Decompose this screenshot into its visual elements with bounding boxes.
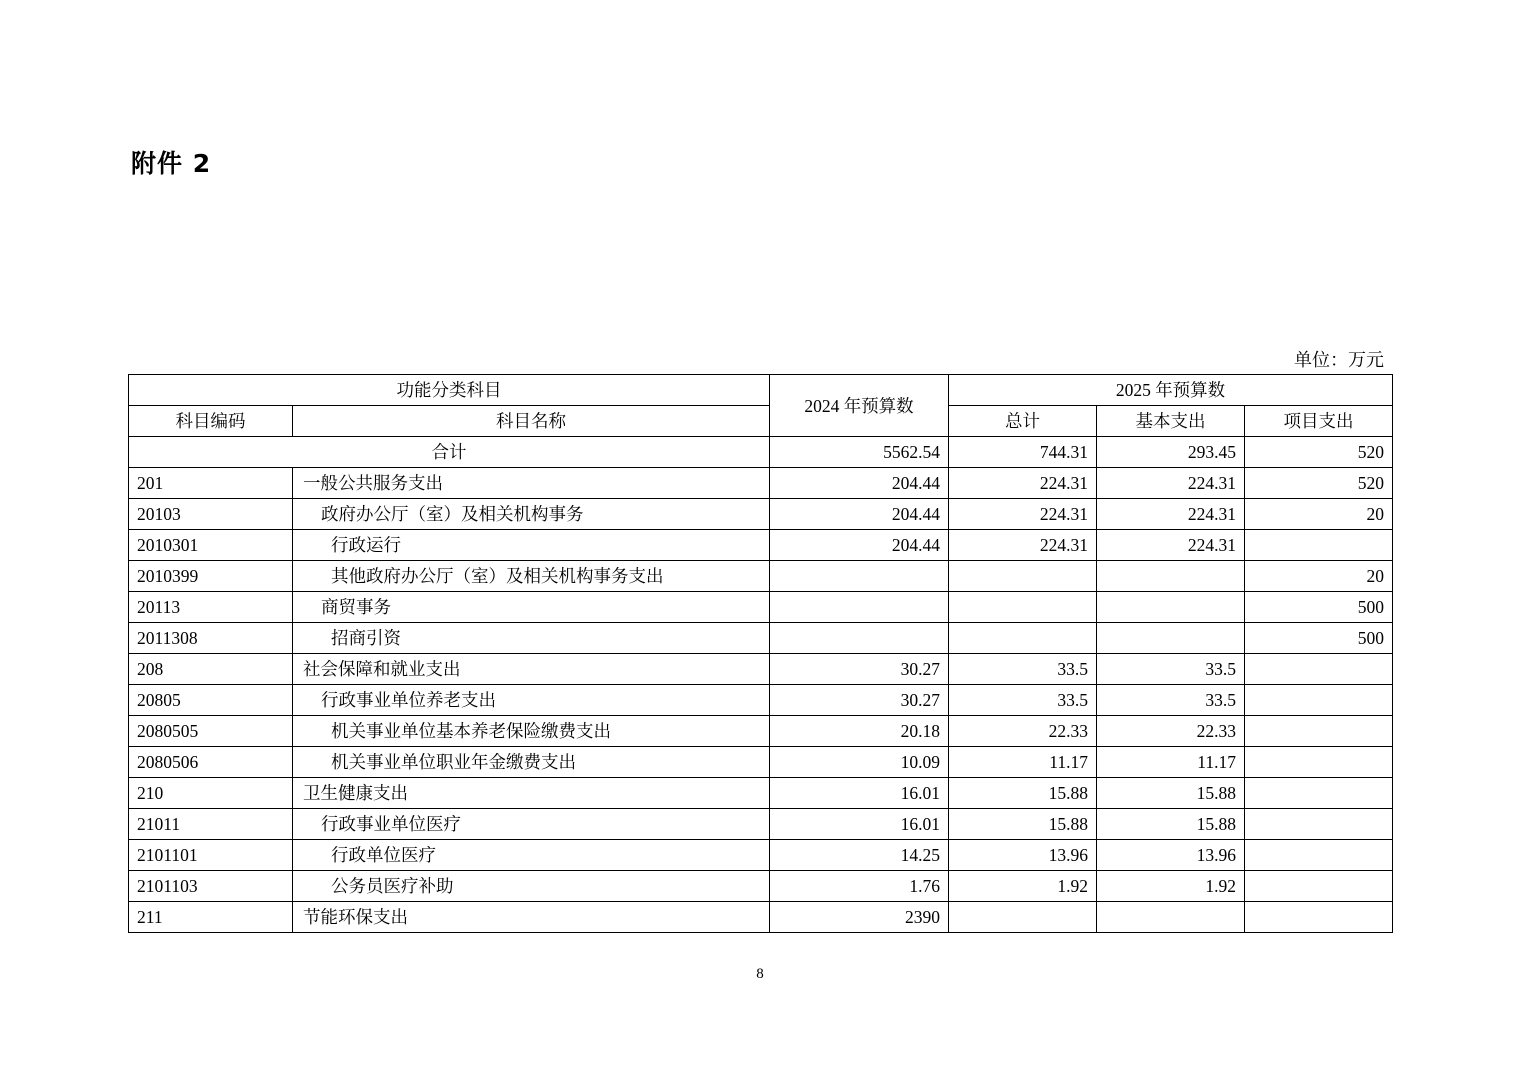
basic-value: 224.31 <box>1097 499 1245 530</box>
subject-code: 21011 <box>129 809 293 840</box>
project-value <box>1245 840 1393 871</box>
total-value: 224.31 <box>949 468 1097 499</box>
basic-value: 13.96 <box>1097 840 1245 871</box>
table-row <box>129 530 1393 561</box>
subject-name: 社会保障和就业支出 <box>293 654 770 685</box>
project-value: 500 <box>1245 592 1393 623</box>
total-row-project: 520 <box>1245 437 1393 468</box>
total-value: 224.31 <box>949 499 1097 530</box>
budget-table <box>128 374 1393 933</box>
header-row-1 <box>129 375 1393 406</box>
subject-code: 211 <box>129 902 293 933</box>
subject-name: 行政事业单位养老支出 <box>293 685 770 716</box>
budget-2024-value: 16.01 <box>770 809 949 840</box>
subject-name: 节能环保支出 <box>293 902 770 933</box>
basic-value: 33.5 <box>1097 685 1245 716</box>
subject-code: 210 <box>129 778 293 809</box>
subject-code: 2080505 <box>129 716 293 747</box>
subject-code: 201 <box>129 468 293 499</box>
total-row <box>129 437 1393 468</box>
table-row <box>129 747 1393 778</box>
subject-name: 机关事业单位职业年金缴费支出 <box>293 747 770 778</box>
basic-value: 22.33 <box>1097 716 1245 747</box>
project-value <box>1245 654 1393 685</box>
subject-name: 其他政府办公厅（室）及相关机构事务支出 <box>293 561 770 592</box>
subject-code: 20103 <box>129 499 293 530</box>
subject-name: 卫生健康支出 <box>293 778 770 809</box>
budget-2025-header: 2025 年预算数 <box>949 375 1393 406</box>
subject-code: 2010301 <box>129 530 293 561</box>
total-value: 11.17 <box>949 747 1097 778</box>
budget-2024-value <box>770 623 949 654</box>
budget-2024-value <box>770 561 949 592</box>
page-number: 8 <box>756 966 764 982</box>
total-value: 1.92 <box>949 871 1097 902</box>
project-value: 520 <box>1245 468 1393 499</box>
budget-2024-value: 30.27 <box>770 654 949 685</box>
basic-value <box>1097 623 1245 654</box>
table-row <box>129 778 1393 809</box>
code-column-header: 科目编码 <box>129 406 293 437</box>
budget-2024-value: 30.27 <box>770 685 949 716</box>
project-value <box>1245 809 1393 840</box>
table-row <box>129 871 1393 902</box>
subject-code: 2010399 <box>129 561 293 592</box>
project-value: 500 <box>1245 623 1393 654</box>
unit-label: 单位：万元 <box>1294 350 1384 370</box>
table-row <box>129 623 1393 654</box>
subject-name: 一般公共服务支出 <box>293 468 770 499</box>
budget-2024-value: 14.25 <box>770 840 949 871</box>
subject-code: 2080506 <box>129 747 293 778</box>
name-column-header: 科目名称 <box>293 406 770 437</box>
project-value <box>1245 778 1393 809</box>
total-value: 224.31 <box>949 530 1097 561</box>
subject-code: 2101103 <box>129 871 293 902</box>
subject-name: 招商引资 <box>293 623 770 654</box>
project-value: 20 <box>1245 561 1393 592</box>
basic-value: 1.92 <box>1097 871 1245 902</box>
total-row-budget-2024: 5562.54 <box>770 437 949 468</box>
total-row-basic: 293.45 <box>1097 437 1245 468</box>
table-row <box>129 685 1393 716</box>
subject-code: 20113 <box>129 592 293 623</box>
total-value: 33.5 <box>949 685 1097 716</box>
project-value <box>1245 871 1393 902</box>
budget-2024-value: 204.44 <box>770 499 949 530</box>
subject-code: 208 <box>129 654 293 685</box>
header-row-2 <box>129 406 1393 437</box>
table-row <box>129 592 1393 623</box>
subject-name: 政府办公厅（室）及相关机构事务 <box>293 499 770 530</box>
project-value <box>1245 716 1393 747</box>
project-column-header: 项目支出 <box>1245 406 1393 437</box>
table-row <box>129 561 1393 592</box>
project-value <box>1245 747 1393 778</box>
project-value <box>1245 685 1393 716</box>
subject-code: 2011308 <box>129 623 293 654</box>
subject-name: 行政事业单位医疗 <box>293 809 770 840</box>
budget-2024-value: 20.18 <box>770 716 949 747</box>
subject-name: 行政单位医疗 <box>293 840 770 871</box>
total-value <box>949 902 1097 933</box>
table-row <box>129 499 1393 530</box>
budget-2024-value: 2390 <box>770 902 949 933</box>
total-value: 15.88 <box>949 809 1097 840</box>
total-value: 22.33 <box>949 716 1097 747</box>
table-row <box>129 654 1393 685</box>
basic-value: 224.31 <box>1097 468 1245 499</box>
total-value: 15.88 <box>949 778 1097 809</box>
basic-value <box>1097 561 1245 592</box>
total-value: 33.5 <box>949 654 1097 685</box>
project-value <box>1245 530 1393 561</box>
budget-2024-value: 204.44 <box>770 468 949 499</box>
table-row <box>129 840 1393 871</box>
budget-2024-value <box>770 592 949 623</box>
attachment-title: 附件 2 <box>131 149 212 178</box>
basic-value: 15.88 <box>1097 778 1245 809</box>
subject-name: 商贸事务 <box>293 592 770 623</box>
basic-value: 224.31 <box>1097 530 1245 561</box>
budget-2024-value: 1.76 <box>770 871 949 902</box>
basic-column-header: 基本支出 <box>1097 406 1245 437</box>
basic-value: 33.5 <box>1097 654 1245 685</box>
total-value <box>949 623 1097 654</box>
table-row <box>129 716 1393 747</box>
basic-value <box>1097 902 1245 933</box>
table-row <box>129 468 1393 499</box>
basic-value: 15.88 <box>1097 809 1245 840</box>
project-value: 20 <box>1245 499 1393 530</box>
function-category-header: 功能分类科目 <box>129 375 770 406</box>
budget-2024-value: 10.09 <box>770 747 949 778</box>
project-value <box>1245 902 1393 933</box>
basic-value <box>1097 592 1245 623</box>
table-row <box>129 902 1393 933</box>
subject-name: 机关事业单位基本养老保险缴费支出 <box>293 716 770 747</box>
total-column-header: 总计 <box>949 406 1097 437</box>
table-row <box>129 809 1393 840</box>
subject-code: 20805 <box>129 685 293 716</box>
budget-2024-value: 204.44 <box>770 530 949 561</box>
budget-2024-value: 16.01 <box>770 778 949 809</box>
subject-name: 行政运行 <box>293 530 770 561</box>
subject-code: 2101101 <box>129 840 293 871</box>
total-value: 13.96 <box>949 840 1097 871</box>
basic-value: 11.17 <box>1097 747 1245 778</box>
total-value <box>949 592 1097 623</box>
budget-2024-header: 2024 年预算数 <box>770 375 949 437</box>
total-row-total: 744.31 <box>949 437 1097 468</box>
total-value <box>949 561 1097 592</box>
total-row-label: 合计 <box>129 437 770 468</box>
subject-name: 公务员医疗补助 <box>293 871 770 902</box>
